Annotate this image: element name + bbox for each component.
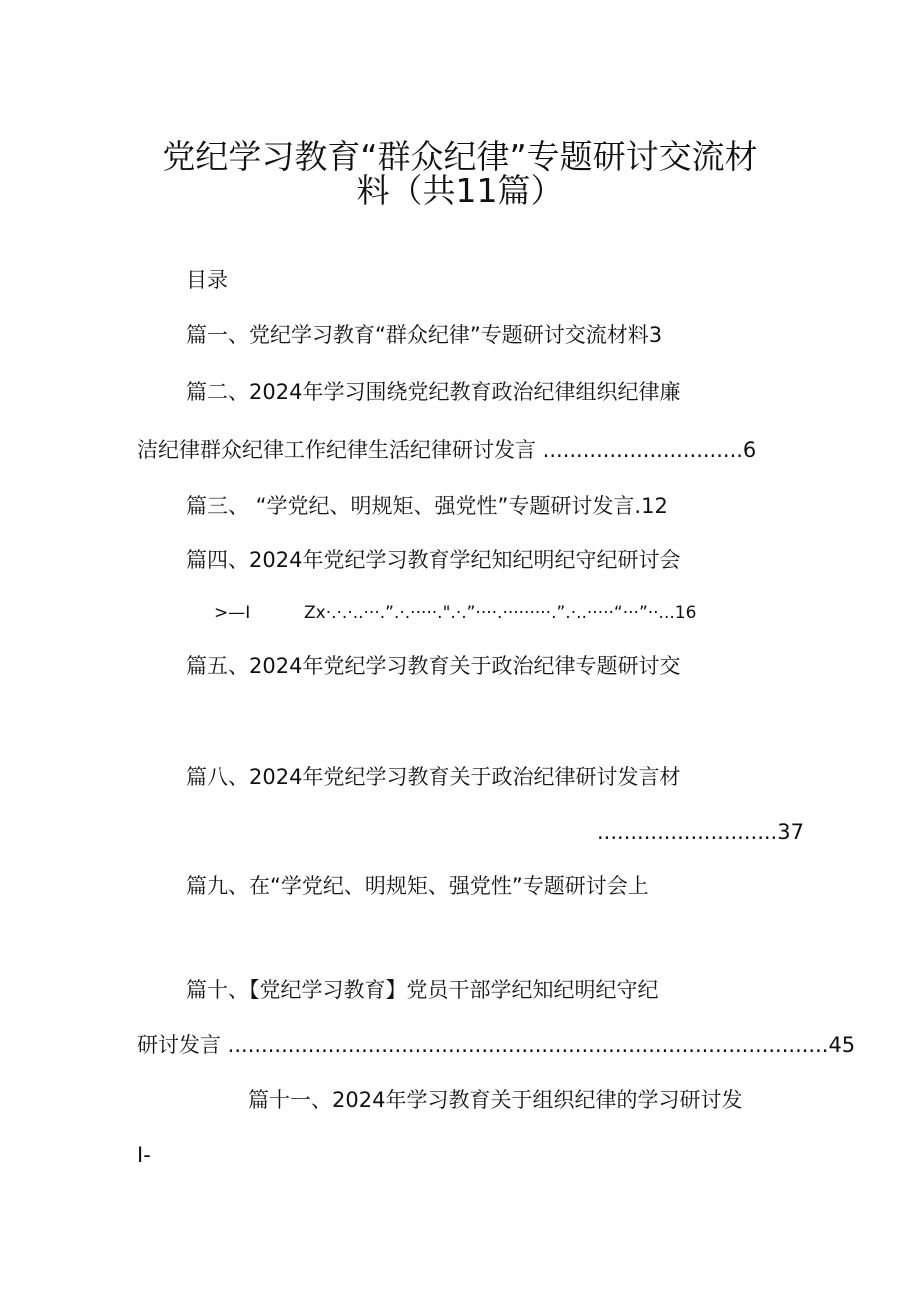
toc-entry-text: 篇十、【党纪学习教育】党员干部学纪知纪明纪守纪 [186,978,659,1002]
toc-entry-text: 篇五、2024年党纪学习教育关于政治纪律专题研讨交 [186,654,681,678]
toc-entry-text: 篇八、2024年党纪学习教育关于政治纪律研讨发言材 [186,765,681,789]
toc-entry-leader-page: Zx·.·.·..···.”.·.·····.".·.”····.·········.”.·..·····“···”··...16 [304,603,697,623]
toc-entry-text: 篇十一、2024年学习教育关于组织纪律的学习研讨发 [248,1088,743,1112]
toc-entry-continuation: 洁纪律群众纪律工作纪律生活纪律研讨发言 ..............................6 [137,438,757,462]
toc-entry-text: 篇九、在“学党纪、明规矩、强党性”专题研讨会上 [186,874,649,898]
toc-entry-artifact: >—I [214,603,251,623]
toc-entry-text: 篇四、2024年党纪学习教育学纪知纪明纪守纪研讨会 [186,548,681,572]
document-title-line-1: 党纪学习教育“群众纪律”专题研讨交流材 [162,137,758,176]
toc-heading: 目录 [186,268,228,292]
toc-entry-text: 篇一、党纪学习教育“群众纪律”专题研讨交流材料3 [186,323,663,347]
toc-entry-leader-page: ...........................37 [597,820,804,844]
toc-entry-continuation: 研讨发言 ..........................................................................................45 [137,1033,856,1057]
toc-entry-text: 篇二、2024年学习围绕党纪教育政治纪律组织纪律廉 [186,380,681,404]
document-title-line-2: 料（共11篇） [356,171,564,210]
toc-entry-artifact: I- [137,1143,151,1167]
toc-entry-text: 篇三、 “学党纪、明规矩、强党性”专题研讨发言.12 [186,494,668,518]
